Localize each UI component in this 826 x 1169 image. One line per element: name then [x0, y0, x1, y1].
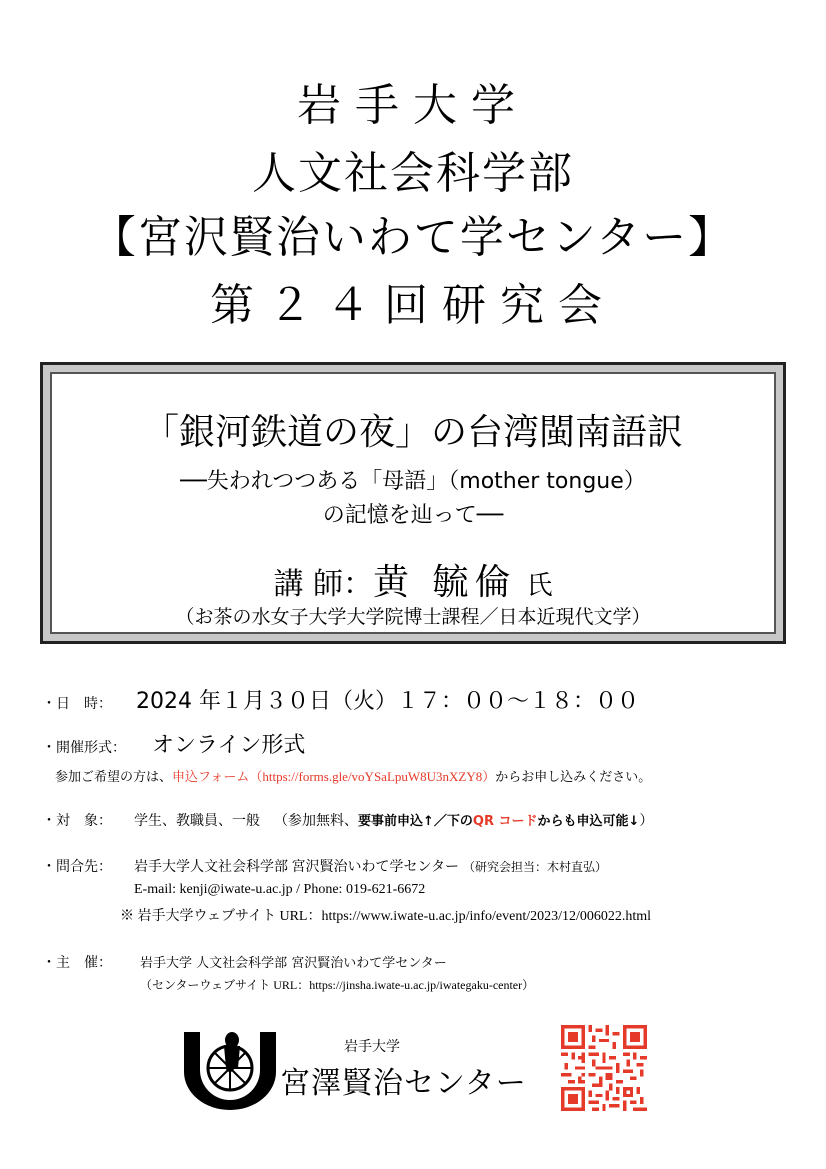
datetime-label: ・日 時： — [42, 697, 112, 712]
header-faculty: 人文社会科学部 — [252, 148, 574, 199]
logo-text-large: 宮澤賢治センター — [280, 1066, 527, 1101]
contact-row — [42, 856, 607, 876]
lecturer-line — [52, 554, 774, 605]
contact-label: ・問合先： — [42, 860, 112, 875]
apply-pre: 参加ご希望の方は、 — [55, 770, 173, 785]
lecture-subtitle-2: の記憶を辿って── — [322, 503, 504, 528]
lecture-box-inner — [50, 372, 776, 634]
lecturer-honorific: 氏 — [526, 571, 553, 601]
target-label: ・対 象： — [42, 814, 112, 829]
target-note-bold2: からも申込可能↓ — [537, 814, 640, 829]
lecturer-name: 黄 毓倫 — [373, 562, 517, 603]
lecturer-affiliation: （お茶の水女子大学大学院博士課程／日本近現代文学） — [175, 607, 651, 628]
host-label: ・主 催： — [42, 956, 112, 971]
target-row — [42, 810, 653, 830]
contact-web[interactable]: ※ 岩手大学ウェブサイト URL：https://www.iwate-u.ac.jp/info/event/2023/12/006022.html — [120, 909, 652, 924]
lecturer-label: 講 師： — [273, 567, 374, 602]
apply-row — [55, 766, 651, 785]
lecture-title: 「銀河鉄道の夜」の台湾閩南語訳 — [142, 412, 683, 453]
center-logo — [182, 1028, 527, 1114]
datetime-value: 2024 年１月３０日（火）１７：００～１８：００ — [136, 689, 639, 714]
contact-person: （研究会担当：木村直弘） — [462, 860, 607, 874]
qr-code-icon[interactable] — [561, 1025, 647, 1111]
apply-post: からお申し込みください。 — [495, 770, 652, 785]
lecture-subtitle-1: ──失われつつある「母語」（mother tongue） — [180, 469, 646, 494]
target-note-pre: （参加無料、 — [274, 814, 358, 829]
format-label: ・開催形式： — [42, 741, 126, 756]
format-row — [42, 728, 305, 759]
header-center: 【宮沢賢治いわて学センター】 — [91, 212, 735, 263]
target-note-post: ） — [639, 814, 654, 829]
datetime-row — [42, 684, 639, 715]
contact-org: 岩手大学人文社会科学部 宮沢賢治いわて学センター — [134, 860, 459, 875]
host-web[interactable]: （センターウェブサイト URL：https://jinsha.iwate-u.ac.jp/iwategaku-center） — [140, 978, 535, 992]
host-row — [42, 952, 447, 972]
apply-form-link[interactable]: 申込フォーム（https://forms.gle/voYSaLpuW8U3nXZY8） — [172, 769, 496, 784]
logo-text-small: 岩手大学 — [344, 1039, 400, 1055]
contact-email[interactable]: E-mail: kenji@iwate-u.ac.jp / Phone: 019-621-6672 — [134, 882, 426, 897]
target-value: 学生、教職員、一般 — [134, 814, 260, 829]
target-note-qr: QR コード — [472, 814, 538, 829]
lecture-box — [40, 362, 786, 644]
header-university: 岩手大学 — [297, 80, 529, 131]
header-meeting: 第２４回研究会 — [210, 280, 616, 331]
target-note-bold1: 要事前申込↑／下の — [358, 814, 473, 829]
format-value: オンライン形式 — [152, 733, 306, 758]
host-value: 岩手大学 人文社会科学部 宮沢賢治いわて学センター — [140, 956, 447, 971]
